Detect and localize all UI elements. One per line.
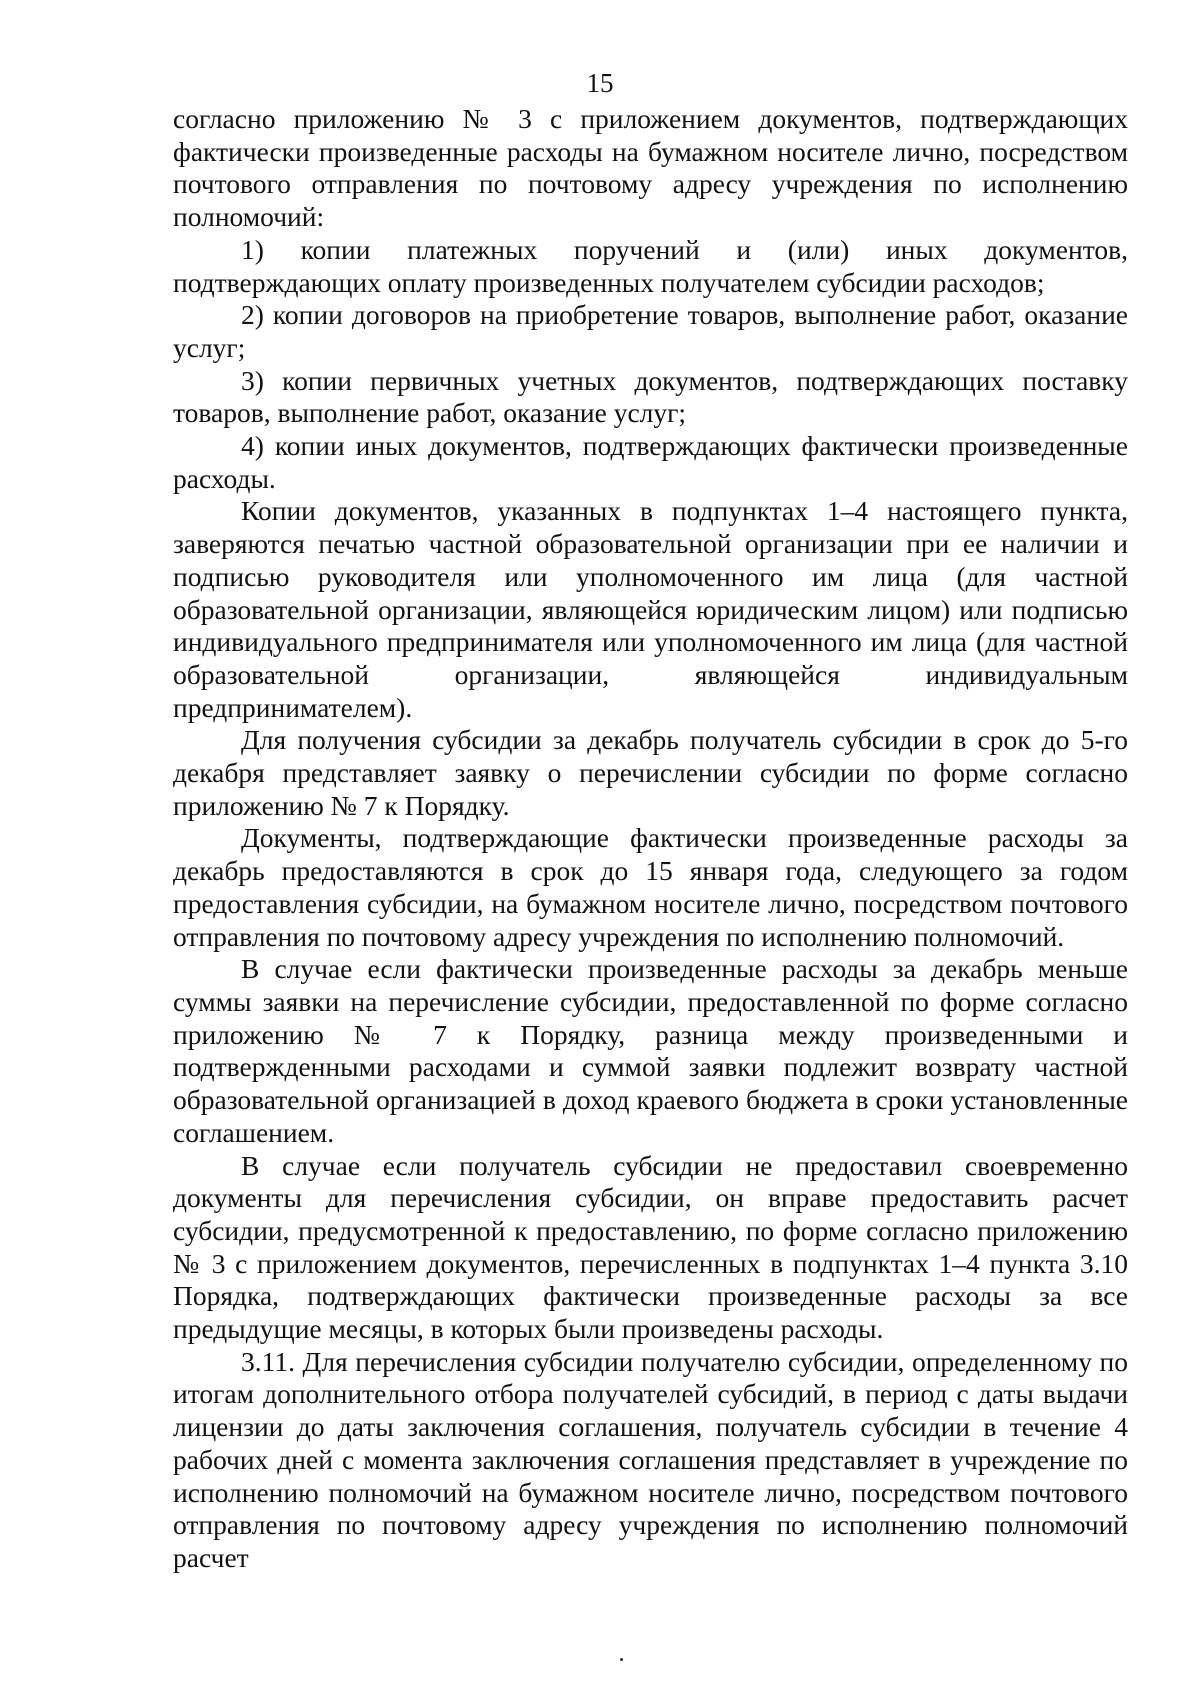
- paragraph: В случае если фактически произведенные расходы за декабрь меньше суммы заявки на перечисление субсидии, предоставленной по форме согласно приложению № 7 к Порядку, разница между произведенными и подтвержденными расходами и суммой заявки подлежит возврату частной образовательной организацией в доход краевого бюджета в сроки установленные соглашением.: [173, 953, 1128, 1148]
- scan-artifact-dot: [620, 1658, 623, 1661]
- document-body: [173, 103, 1128, 1575]
- paragraph: 3) копии первичных учетных документов, подтверждающих поставку товаров, выполнение работ, оказание услуг;: [173, 364, 1128, 429]
- page-number: 15: [586, 68, 614, 98]
- paragraph: 1) копии платежных поручений и (или) иных документов, подтверждающих оплату произведенных получателем субсидии расходов;: [173, 233, 1128, 298]
- paragraph: 3.11. Для перечисления субсидии получателю субсидии, определенному по итогам дополнительного отбора получателей субсидий, в период с даты выдачи лицензии до даты заключения соглашения, получатель субсидии в течение 4 рабочих дней с момента заключения соглашения представляет в учреждение по исполнению полномочий на бумажном носителе лично, посредством почтового отправления по почтовому адресу учреждения по исполнению полномочий расчет: [173, 1345, 1128, 1573]
- paragraph: 2) копии договоров на приобретение товаров, выполнение работ, оказание услуг;: [173, 299, 1128, 363]
- paragraph: 4) копии иных документов, подтверждающих фактически произведенные расходы.: [173, 430, 1128, 494]
- paragraph: Копии документов, указанных в подпунктах 1–4 настоящего пункта, заверяются печатью частной образовательной организации при ее наличии и подписью руководителя или уполномоченного им лица (для частной образовательной организации, являющейся юридическим лицом) или подписью индивидуального предпринимателя или уполномоченного им лица (для частной образовательной организации, являющейся индивидуальным предпринимателем).: [173, 495, 1128, 723]
- paragraph: согласно приложению № 3 с приложением документов, подтверждающих фактически произведенные расходы на бумажном носителе лично, посредством почтового отправления по почтовому адресу учреждения по исполнению полномочий:: [173, 103, 1128, 233]
- paragraph: В случае если получатель субсидии не предоставил своевременно документы для перечисления субсидии, он вправе предоставить расчет субсидии, предусмотренной к предоставлению, по форме согласно приложению № 3 с приложением документов, перечисленных в подпунктах 1–4 пункта 3.10 Порядка, подтверждающих фактически произведенные расходы за все предыдущие месяцы, в которых были произведены расходы.: [173, 1149, 1128, 1345]
- paragraph: Документы, подтверждающие фактически произведенные расходы за декабрь предоставляются в срок до 15 января года, следующего за годом предоставления субсидии, на бумажном носителе лично, посредством почтового отправления по почтовому адресу учреждения по исполнению полномочий.: [173, 822, 1128, 952]
- paragraph: Для получения субсидии за декабрь получатель субсидии в срок до 5-го декабря представляет заявку о перечислении субсидии по форме согласно приложению № 7 к Порядку.: [173, 724, 1128, 821]
